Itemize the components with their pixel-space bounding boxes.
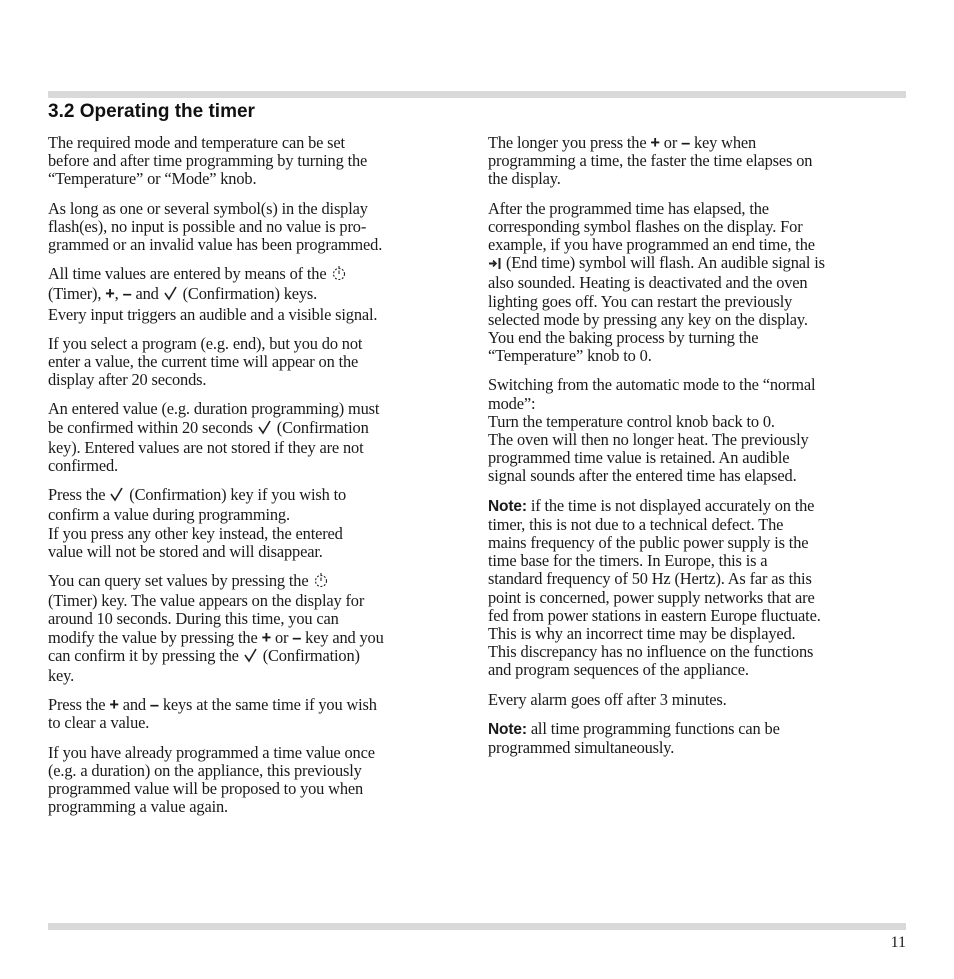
- end-time-icon: [488, 256, 502, 274]
- paragraph: Every alarm goes off after 3 minutes.: [488, 689, 727, 709]
- page-number: 11: [890, 934, 906, 951]
- paragraph: The required mode and temperature can be set before and after time programming by turning the “Temperature” or “Mode” knob.: [48, 133, 368, 189]
- left-column: [48, 134, 466, 828]
- paragraph: After the programmed time has elapsed, the corresponding symbol flashes on the display. For example, if you have programmed an end time, the (End time) symbol will flash. An audible signal is also sounded. Heating is deactivated and the oven lighting goes off. You can restart the previously selected mode by pressing any key on the display. You end the baking process by turning the “Temperature” knob to 0.: [488, 198, 825, 366]
- paragraph: If you have already programmed a time value once (e.g. a duration) on the appliance, this previously programmed value will be proposed to you when programming a value again.: [48, 742, 375, 817]
- top-rule: [48, 91, 906, 98]
- checkmark-icon: [163, 286, 179, 305]
- section-title: 3.2 Operating the timer: [48, 101, 255, 122]
- paragraph: If you select a program (e.g. end), but you do not enter a value, the current time will appear on the display after 20 seconds.: [48, 333, 363, 390]
- minus-key: –: [149, 696, 159, 715]
- paragraph: As long as one or several symbol(s) in the display flash(es), no input is possible and no value is pro- grammed or an invalid value has been programmed.: [48, 198, 383, 255]
- paragraph: All time values are entered by means of the (Timer), +, – and (Confirmation) keys. Every input triggers an audible and a visible signal.: [48, 264, 378, 324]
- paragraph: An entered value (e.g. duration programming) must be confirmed within 20 seconds (Confirmation key). Entered values are not stored if they are not confirmed.: [48, 399, 380, 476]
- minus-key: –: [681, 134, 691, 152]
- paragraph: The longer you press the + or – key when programming a time, the faster the time elapses on the display.: [488, 133, 813, 189]
- bottom-rule: [48, 923, 906, 930]
- timer-icon: [312, 572, 330, 592]
- plus-key: +: [109, 696, 119, 715]
- checkmark-icon: [257, 420, 273, 439]
- plus-key: +: [650, 134, 660, 152]
- paragraph: You can query set values by pressing the (Timer) key. The value appears on the display for around 10 seconds. During this time, you can modify the value by pressing the + or – key and you can confirm it by pressing the (Confirmation) key.: [48, 571, 384, 686]
- paragraph: Press the + and – keys at the same time if you wish to clear a value.: [48, 695, 377, 733]
- checkmark-icon: [109, 487, 125, 506]
- paragraph: Press the (Confirmation) key if you wish to confirm a value during programming. If you press any other key instead, the entered value will not be stored and will disappear.: [48, 485, 347, 561]
- plus-key: +: [261, 628, 271, 647]
- note-label: Note:: [488, 497, 527, 515]
- note-label: Note:: [488, 720, 527, 738]
- right-column: [488, 134, 906, 768]
- note-paragraph: Note: all time programming functions can be programmed simultaneously.: [488, 718, 780, 758]
- minus-key: –: [292, 628, 302, 647]
- plus-key: +: [105, 285, 115, 304]
- paragraph: Switching from the automatic mode to the “normal mode”: Turn the temperature control knob back to 0. The oven will then no longer heat. The previously programmed time value is retained. An audible signal sounds after the entered time has elapsed.: [488, 375, 816, 486]
- timer-icon: [330, 265, 348, 285]
- note-paragraph: Note: if the time is not displayed accurately on the timer, this is not due to a technical defect. The mains frequency of the public power supply is the time base for the timers. In Europe, this is a standard frequency of 50 Hz (Hertz). As far as this point is concerned, power supply networks that are fed from power stations in eastern Europe fluctuate. This is why an incorrect time may be displayed. This discrepancy has no influence on the functions and program sequences of the appliance.: [488, 495, 821, 680]
- checkmark-icon: [243, 648, 259, 667]
- minus-key: –: [122, 285, 132, 304]
